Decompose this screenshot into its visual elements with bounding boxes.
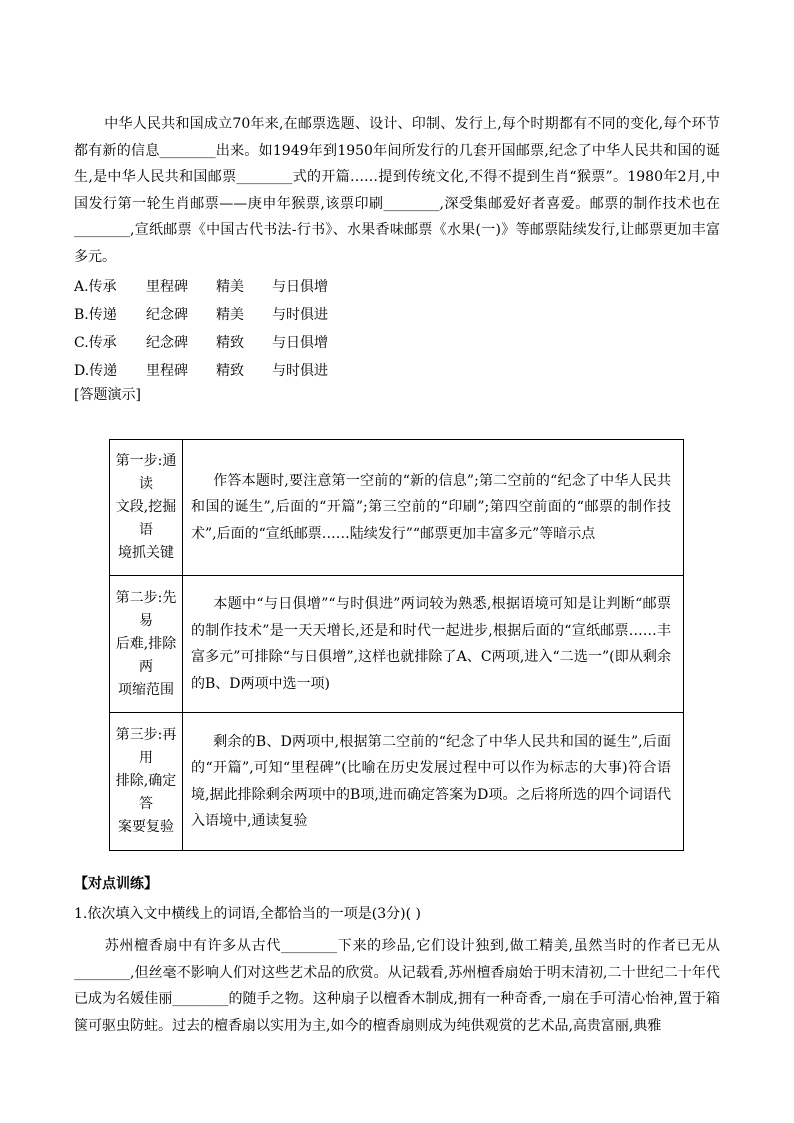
- step-label: 第三步:再 用 排除,确定 答 案要复验: [110, 713, 183, 851]
- answer-options: [74, 273, 328, 385]
- intro-paragraph: [74, 111, 720, 270]
- step-row: [110, 576, 684, 713]
- passage-2-text: 苏州檀香扇中有许多从古代________下来的珍品,它们设计独到,做工精美,虽然当时的作者已无从________,但丝毫不影响人们对这些艺术品的欣赏。从记载看,苏州檀香扇始于明末清初,二十世纪二十年代已成为名媛佳丽________的随手之物。这种扇子以檀香木制成,拥有一种奇香,一扇在手可清心怡神,置于箱箧可驱虫防蛀。过去的檀香扇以实用为主,如今的檀香扇则成为纯供观赏的艺术品,高贵富丽,典雅: [74, 938, 720, 1034]
- step-label: 第一步:通 读 文段,挖掘 语 境抓关键: [110, 440, 183, 576]
- question-1: 1.依次填入文中横线上的词语,全都恰当的一项是(3分)( ): [74, 906, 422, 922]
- steps-table: [109, 439, 684, 851]
- step-content: 作答本题时,要注意第一空前的“新的信息”;第二空前的“纪念了中华人民共和国的诞生”,后面的“开篇”;第三空前的“印刷”;第四空前面的“邮票的制作技术”,后面的“宣纸邮票……陆续发行”“邮票更加丰富多元”等暗示点: [183, 440, 684, 576]
- intro-paragraph-text: 中华人民共和国成立70年来,在邮票选题、设计、印制、发行上,每个时期都有不同的变化,每个环节都有新的信息________出来。如1949年到1950年间所发行的几套开国邮票,纪念了中华人民共和国的诞生,是中华人民共和国邮票________式的开篇……提到传统文化,不得不提到生肖“猴票”。1980年2月,中国发行第一轮生肖邮票——庚申年猴票,该票印刷________,深受集邮爱好者喜爱。邮票的制作技术也在________,宣纸邮票《中国古代书法-行书》、水果香味邮票《水果(一)》等邮票陆续发行,让邮票更加丰富多元。: [74, 116, 720, 265]
- step-row: [110, 440, 684, 576]
- step-row: [110, 713, 684, 851]
- step-content: 本题中“与日俱增”“与时俱进”两词较为熟悉,根据语境可知是让判断“邮票的制作技术”是一天天增长,还是和时代一起进步,根据后面的“宣纸邮票……丰富多元”可排除“与日俱增”,这样也就排除了A、C两项,进入“二选一”(即从剩余的B、D两项中选一项): [183, 576, 684, 713]
- option-d: D.传递 里程碑 精致 与时俱进: [74, 363, 328, 379]
- step-content: 剩余的B、D两项中,根据第二空前的“纪念了中华人民共和国的诞生”,后面的“开篇”,可知“里程碑”(比喻在历史发展过程中可以作为标志的大事)符合语境,据此排除剩余两项中的B项,进而确定答案为D项。之后将所选的四个词语代入语境中,通读复验: [183, 713, 684, 851]
- section-title: 【对点训练】: [74, 876, 158, 892]
- option-b: B.传递 纪念碑 精美 与时俱进: [74, 307, 328, 323]
- option-c: C.传承 纪念碑 精致 与日俱增: [74, 335, 328, 351]
- step-label: 第二步:先 易 后难,排除 两 项缩范围: [110, 576, 183, 713]
- option-a: A.传承 里程碑 精美 与日俱增: [74, 279, 328, 295]
- demo-label: [答题演示]: [74, 387, 141, 403]
- passage-2: [74, 933, 720, 1039]
